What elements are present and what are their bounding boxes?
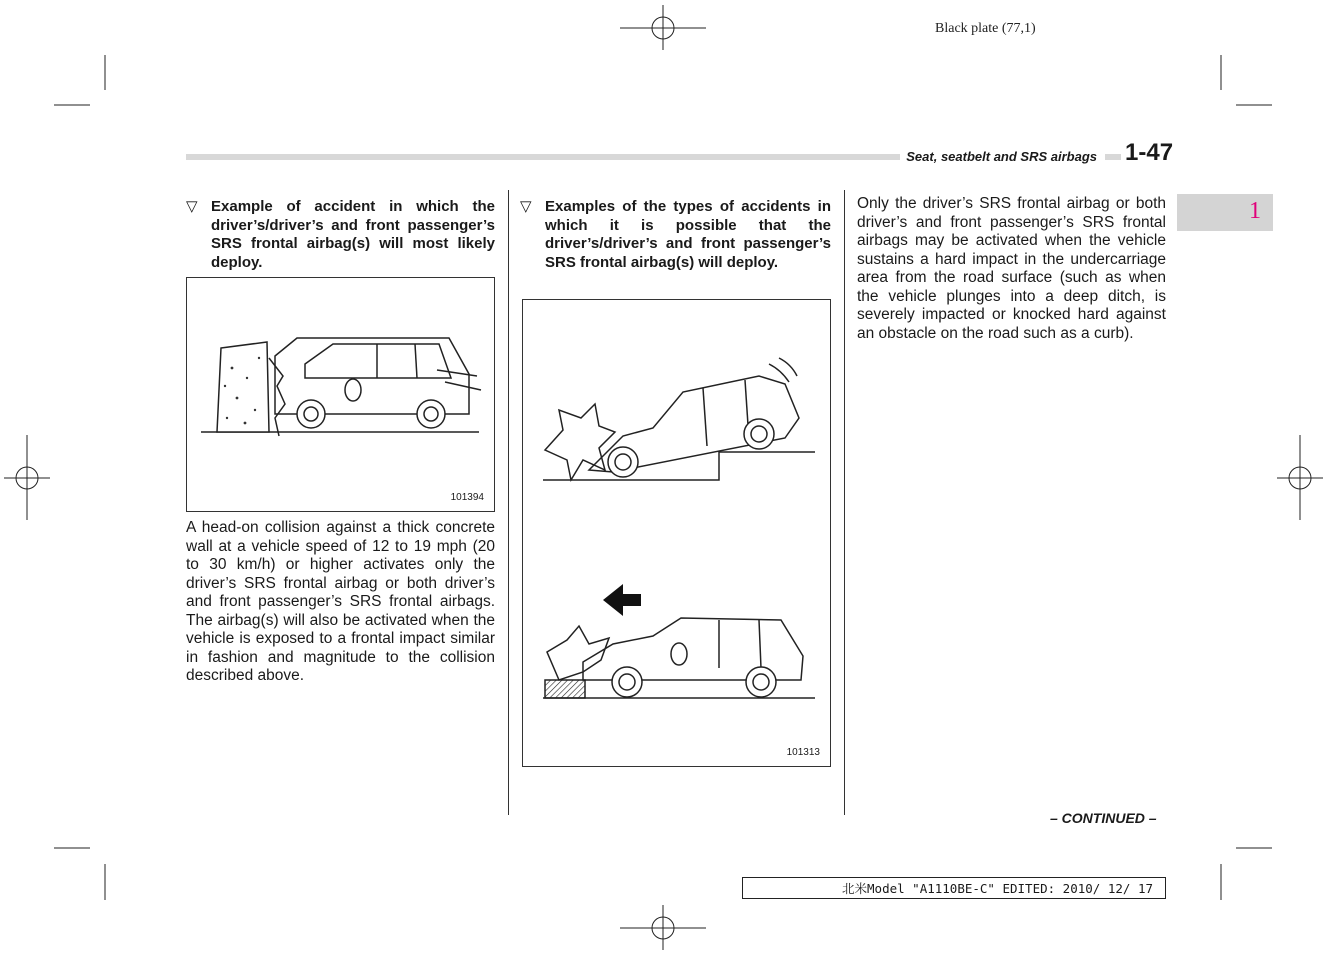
triangle-icon: ▽ (520, 198, 532, 215)
triangle-icon: ▽ (186, 198, 198, 215)
chapter-number: 1 (1249, 198, 1261, 224)
figure-id: 101313 (786, 747, 820, 758)
crosshair-right (1277, 435, 1323, 520)
crop-mark-bottom-left (54, 848, 105, 900)
section-title: Seat, seatbelt and SRS airbags (900, 149, 1105, 164)
figure-wall-collision (186, 277, 495, 512)
column3-body: Only the driver’s SRS frontal airbag or both driver’s and front passenger’s SRS frontal airbags may be activated when the vehicle sustains a hard impact in the undercarriage area from the road surface (such as when the vehicle plunges into a deep ditch, is severely impacted or knocked hard against an obstacle on the road such as a curb). (857, 195, 1166, 342)
crop-mark-top-right (1221, 55, 1272, 105)
continued-label: – CONTINUED – (1050, 810, 1157, 826)
plate-label: Black plate (77,1) (935, 21, 1036, 36)
crop-mark-top-left (54, 55, 105, 105)
figure-undercarriage-impact (522, 299, 831, 767)
column-divider-1 (508, 190, 509, 815)
wall-collision-illustration (187, 278, 494, 511)
crop-mark-bottom-right (1221, 848, 1272, 900)
column-divider-2 (844, 190, 845, 815)
page-number: 1-47 (1121, 139, 1177, 167)
crosshair-left (4, 435, 50, 520)
column1-body: A head-on collision against a thick concrete wall at a vehicle speed of 12 to 19 mph (20 to 30 km/h) or higher activates only the driver’s SRS frontal airbag or both driver’s and front passenger’s SRS frontal airbags. The airbag(s) will also be activated when the vehicle is exposed to a frontal impact similar in fashion and magnitude to the collision described above. (186, 519, 495, 684)
undercarriage-impact-illustration (523, 300, 830, 766)
arrow-left-icon (603, 584, 641, 616)
crosshair-top (620, 5, 706, 50)
footer-text: 北米Model "A1110BE-C" EDITED: 2010/ 12/ 17 (842, 881, 1153, 896)
figure-id: 101394 (450, 492, 484, 503)
chapter-tab (1177, 194, 1273, 231)
column1-heading (186, 198, 495, 272)
footer-edit-info (742, 877, 1166, 899)
column2-heading-text: Examples of the types of accidents in which it is possible that the driver’s/driver’s and front passenger’s SRS frontal airbag(s) will deploy. (545, 198, 831, 271)
column1-heading-text: Example of accident in which the driver’s/driver’s and front passenger’s SRS frontal airbag(s) will most likely deploy. (211, 198, 495, 271)
crosshair-bottom (620, 905, 706, 950)
column2-heading (520, 198, 831, 272)
